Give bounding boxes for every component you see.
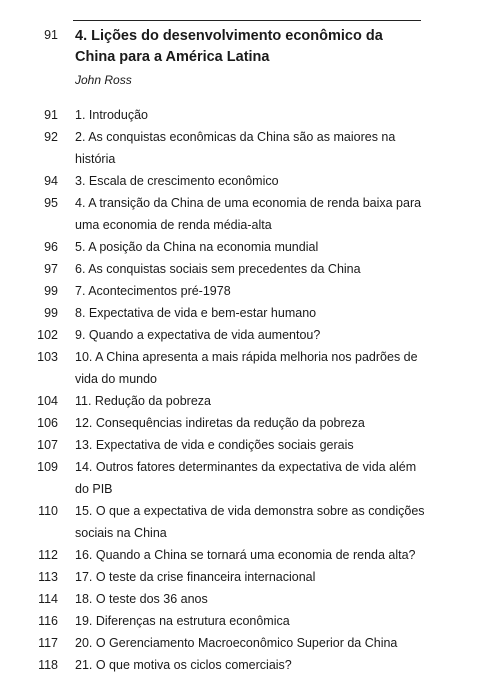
toc-entry-title: 2. As conquistas econômicas da China são as maiores na história [75,130,396,166]
toc-entry[interactable] [0,566,481,588]
toc-entry[interactable] [0,654,481,676]
toc-entry-title: 18. O teste dos 36 anos [75,592,208,606]
toc-page-number: 112 [38,548,58,562]
toc-page-number: 96 [44,240,58,254]
toc-entry-title: 10. A China apresenta a mais rápida melhoria nos padrões de vida do mundo [75,350,418,386]
toc-entry-title: 3. Escala de crescimento econômico [75,174,279,188]
toc-entry[interactable] [0,302,481,324]
toc-entry[interactable] [0,192,481,236]
toc-page-number: 107 [37,438,58,452]
toc-entry-title: 9. Quando a expectativa de vida aumentou? [75,328,321,342]
toc-page-number: 97 [44,262,58,276]
toc-page-number: 109 [37,460,58,474]
toc-entry[interactable] [0,544,481,566]
toc-entry[interactable] [0,412,481,434]
toc-entry[interactable] [0,346,481,390]
toc-entry[interactable] [0,170,481,192]
toc-entry-title: 15. O que a expectativa de vida demonstra sobre as condições sociais na China [75,504,425,540]
toc-entry[interactable] [0,236,481,258]
toc-entry-title: 12. Consequências indiretas da redução da pobreza [75,416,365,430]
toc-entry[interactable] [0,434,481,456]
toc-entry-title: 8. Expectativa de vida e bem-estar humano [75,306,317,320]
toc-entry-title: 13. Expectativa de vida e condições sociais gerais [75,438,354,452]
toc-page-number: 114 [38,592,58,606]
toc-entry-title: 6. As conquistas sociais sem precedentes da China [75,262,361,276]
toc-page-number: 102 [37,328,58,342]
toc-page-number: 92 [44,130,58,144]
toc-entry-title: 4. A transição da China de uma economia de renda baixa para uma economia de renda média-alta [75,196,422,232]
toc-entry[interactable] [0,588,481,610]
toc-entry-title: 5. A posição da China na economia mundial [75,240,319,254]
toc-entry[interactable] [0,126,481,170]
toc-entry-title: 17. O teste da crise financeira internacional [75,570,316,584]
toc-page-number: 103 [37,350,58,364]
toc-entry[interactable] [0,324,481,346]
toc-entry-title: 16. Quando a China se tornará uma economia de renda alta? [75,548,416,562]
chapter-title: 4. Lições do desenvolvimento econômico da China para a América Latina [75,28,383,65]
chapter-author: John Ross [75,73,132,87]
toc-page-number: 110 [38,504,58,518]
chapter-page-number: 91 [44,28,58,42]
toc-entry-title: 21. O que motiva os ciclos comerciais? [75,658,292,672]
toc-list [0,104,481,676]
toc-entry-title: 1. Introdução [75,108,148,122]
toc-entry-title: 11. Redução da pobreza [75,394,211,408]
toc-page-number: 118 [38,658,58,672]
toc-entry-title: 20. O Gerenciamento Macroeconômico Superior da China [75,636,398,650]
toc-page-number: 113 [38,570,58,584]
toc-page-number: 106 [37,416,58,430]
toc-page-number: 104 [37,394,58,408]
toc-entry[interactable] [0,280,481,302]
toc-page-number: 91 [44,108,58,122]
toc-entry-title: 14. Outros fatores determinantes da expectativa de vida além do PIB [75,460,417,496]
toc-entry[interactable] [0,500,481,544]
toc-entry[interactable] [0,632,481,654]
toc-page-number: 99 [44,306,58,320]
toc-page-number: 94 [44,174,58,188]
toc-entry[interactable] [0,456,481,500]
toc-page-number: 116 [38,614,58,628]
toc-page-number: 99 [44,284,58,298]
toc-entry[interactable] [0,104,481,126]
toc-entry-title: 7. Acontecimentos pré-1978 [75,284,231,298]
toc-entry[interactable] [0,390,481,412]
header-rule [73,20,421,21]
toc-entry[interactable] [0,258,481,280]
toc-page-number: 117 [38,636,58,650]
toc-entry[interactable] [0,610,481,632]
toc-page-number: 95 [44,196,58,210]
toc-entry-title: 19. Diferenças na estrutura econômica [75,614,290,628]
